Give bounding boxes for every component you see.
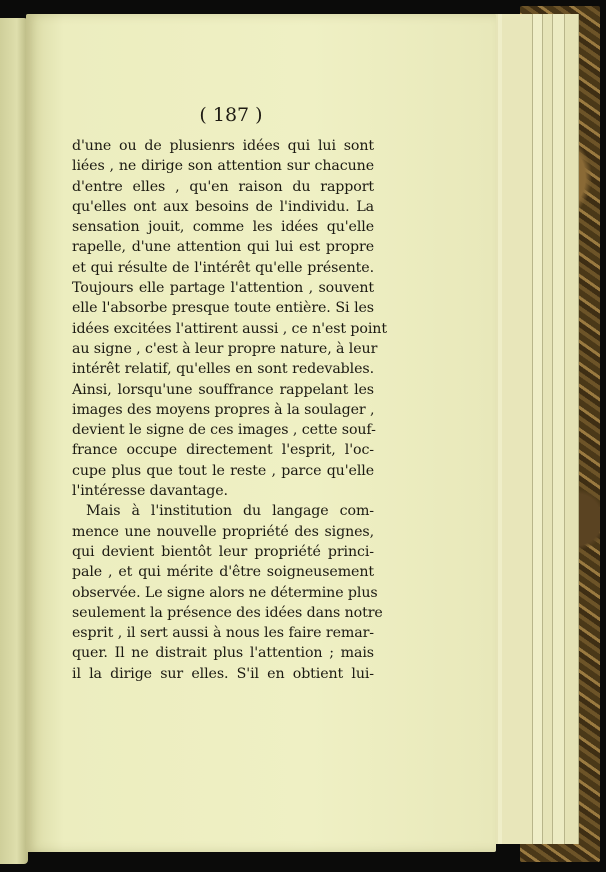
page-edge [502,14,533,844]
text-line: rapelle, d'une attention qui lui est propre [72,239,374,256]
text-line: qui devient bientôt leur propriété princi- [72,543,374,560]
text-line: images des moyens propres à la soulager , [72,401,375,418]
text-line: Toujours elle partage l'attention , souvent [72,280,374,297]
text-line: seulement la présence des idées dans notre [72,604,383,621]
text-line: et qui résulte de l'intérêt qu'elle présente. [72,259,374,276]
text-line: pale , et qui mérite d'être soigneusement [72,564,374,581]
page-number: ( 187 ) [199,104,263,126]
text-line: Mais à l'institution du langage com- [86,503,374,520]
book-page [26,14,496,852]
text-line: idées excitées l'attirent aussi , ce n'est point [72,320,387,337]
text-line: intérêt relatif, qu'elles en sont redevables. [72,361,374,378]
text-line: au signe , c'est à leur propre nature, à leur [72,340,378,357]
text-line: esprit , il sert aussi à nous les faire remar- [72,625,374,642]
text-line: l'intéresse davantage. [72,483,228,500]
text-line: qu'elles ont aux besoins de l'individu. La [72,198,374,215]
text-line: quer. Il ne distrait plus l'attention ; mais [72,645,374,662]
previous-page-edge [0,18,28,864]
text-line: observée. Le signe alors ne détermine plus [72,584,378,601]
text-line: sensation jouit, comme les idées qu'elle [72,219,374,236]
text-line: france occupe directement l'esprit, l'oc- [72,442,374,459]
text-line: elle l'absorbe presque toute entière. Si les [72,300,374,317]
text-line: d'une ou de plusienrs idées qui lui sont [72,138,374,154]
text-line: devient le signe de ces images , cette souf- [72,422,376,439]
text-line: il la dirige sur elles. S'il en obtient lui- [72,665,374,682]
text-line: Ainsi, lorsqu'une souffrance rappelant les [72,381,374,398]
text-line: d'entre elles , qu'en raison du rapport [72,178,374,195]
text-line: mence une nouvelle propriété des signes, [72,523,374,540]
text-line: liées , ne dirige son attention sur chacune [72,158,374,175]
text-line: cupe plus que tout le reste , parce qu'elle [72,462,374,479]
page-text [72,136,387,684]
